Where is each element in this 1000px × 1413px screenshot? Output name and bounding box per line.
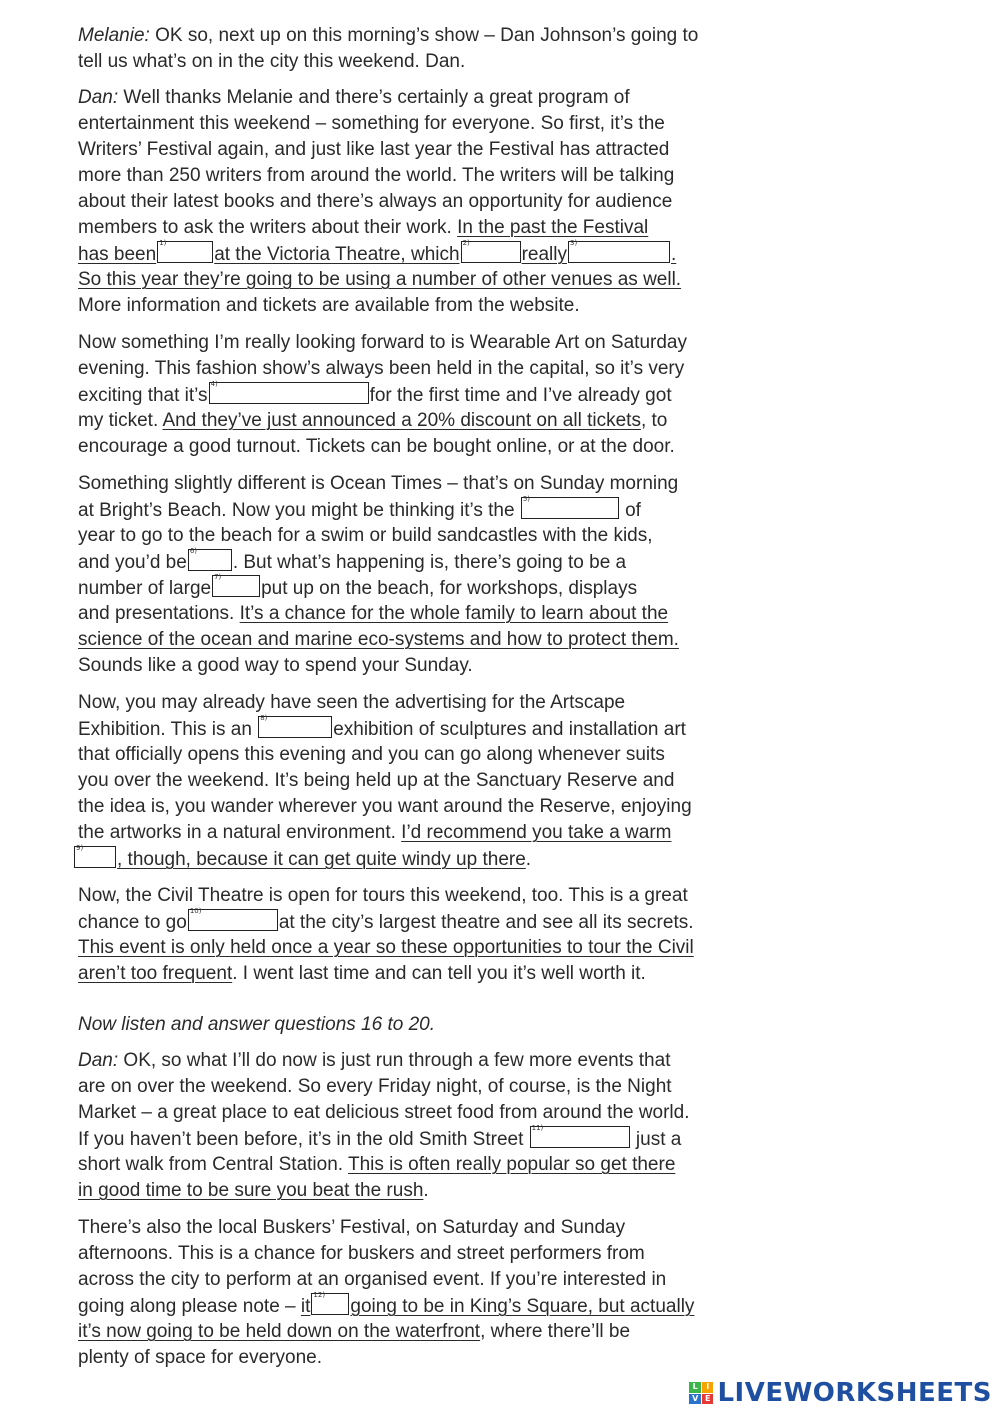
- paragraph-civil-theatre: [78, 883, 728, 987]
- answer-blank-1[interactable]: 1): [157, 241, 213, 263]
- text-line: tell us what’s on in the city this weekend. Dan.: [78, 51, 466, 72]
- text-line: the artworks in a natural environment. I’d recommend you take a warm: [78, 822, 672, 843]
- text-line: Market – a great place to eat delicious street food from around the world.: [78, 1102, 690, 1123]
- text-line: Now something I’m really looking forward to is Wearable Art on Saturday: [78, 332, 687, 353]
- text-line: Sounds like a good way to spend your Sunday.: [78, 655, 473, 676]
- answer-blank-2[interactable]: 2): [461, 241, 521, 263]
- text-line: More information and tickets are available from the website.: [78, 295, 580, 316]
- text-line: Now, you may already have seen the advertising for the Artscape: [78, 692, 626, 713]
- text-line: about their latest books and there’s always an opportunity for audience: [78, 191, 673, 212]
- text-line: entertainment this weekend – something for everyone. So first, it’s the: [78, 113, 665, 134]
- text-line: it’s now going to be held down on the waterfront, where there’ll be: [78, 1321, 631, 1342]
- speaker-label: Dan:: [78, 87, 119, 108]
- paragraph-melanie-intro: [78, 23, 728, 75]
- text-line: going along please note – it 12) going to be in King’s Square, but actually: [78, 1291, 695, 1317]
- text-line: in good time to be sure you beat the rush.: [78, 1180, 429, 1201]
- logo-text: LIVEWORKSHEETS: [717, 1378, 992, 1408]
- text-line: If you haven’t been before, it’s in the old Smith Street 11) just a: [78, 1124, 682, 1150]
- text-line: evening. This fashion show’s always been held in the capital, so it’s very: [78, 358, 685, 379]
- liveworksheets-logo: [689, 1379, 992, 1407]
- answer-blank-9[interactable]: 9): [74, 846, 116, 868]
- text-line: short walk from Central Station. This is often really popular so get there: [78, 1154, 676, 1175]
- text-line: that officially opens this evening and you can go along whenever suits: [78, 744, 665, 765]
- text-line: Writers’ Festival again, and just like last year the Festival has attracted: [78, 139, 670, 160]
- speaker-label: Dan:: [78, 1050, 119, 1071]
- answer-blank-10[interactable]: 10): [188, 909, 278, 931]
- answer-blank-5[interactable]: 5): [521, 497, 619, 519]
- text-line: my ticket. And they’ve just announced a 20% discount on all tickets, to: [78, 410, 668, 431]
- text-line: afternoons. This is a chance for buskers and street performers from: [78, 1243, 645, 1264]
- text-line: and you’d be 6) . But what’s happening is, there’s going to be a: [78, 547, 627, 573]
- text-line: encourage a good turnout. Tickets can be bought online, or at the door.: [78, 436, 675, 457]
- text-line: There’s also the local Buskers’ Festival, on Saturday and Sunday: [78, 1217, 626, 1238]
- text-line: exciting that it’s 4) for the first time and I’ve already got: [78, 380, 672, 406]
- paragraph-night-market: [78, 1048, 728, 1204]
- paragraph-wearable-art: [78, 330, 728, 460]
- text-line: chance to go 10) at the city’s largest theatre and see all its secrets.: [78, 907, 694, 933]
- paragraph-artscape: [78, 690, 728, 872]
- paragraph-writers-festival: [78, 85, 728, 319]
- answer-blank-11[interactable]: 11): [530, 1126, 630, 1148]
- text-line: you over the weekend. It’s being held up at the Sanctuary Reserve and: [78, 770, 675, 791]
- logo-mark-icon: L I V E: [689, 1382, 713, 1404]
- text-line: aren’t too frequent. I went last time and can tell you it’s well worth it.: [78, 963, 646, 984]
- answer-blank-4[interactable]: 4): [209, 382, 369, 404]
- text-line: plenty of space for everyone.: [78, 1347, 322, 1368]
- text-line: members to ask the writers about their work. In the past the Festival: [78, 217, 649, 238]
- text-line: are on over the weekend. So every Friday night, of course, is the Night: [78, 1076, 672, 1097]
- text-line: the idea is, you wander wherever you want around the Reserve, enjoying: [78, 796, 692, 817]
- text-line: year to go to the beach for a swim or build sandcastles with the kids,: [78, 525, 653, 546]
- text-line: science of the ocean and marine eco-systems and how to protect them.: [78, 629, 679, 650]
- answer-blank-6[interactable]: 6): [188, 549, 232, 571]
- text-line: Something slightly different is Ocean Times – that’s on Sunday morning: [78, 473, 679, 494]
- instruction-text: Now listen and answer questions 16 to 20.: [78, 1014, 435, 1035]
- text-line: Dan: OK, so what I’ll do now is just run through a few more events that: [78, 1050, 671, 1071]
- text-line: This event is only held once a year so these opportunities to tour the Civil: [78, 937, 694, 958]
- text-line: 9) , though, because it can get quite windy up there.: [76, 844, 532, 870]
- text-line: number of large 7) put up on the beach, for workshops, displays: [78, 573, 638, 599]
- text-line: Exhibition. This is an 8) exhibition of sculptures and installation art: [78, 714, 686, 740]
- text-line: Now, the Civil Theatre is open for tours this weekend, too. This is a great: [78, 885, 688, 906]
- text-line: Melanie: OK so, next up on this morning’s show – Dan Johnson’s going to: [78, 25, 699, 46]
- speaker-label: Melanie:: [78, 25, 150, 46]
- paragraph-buskers-festival: [78, 1215, 728, 1371]
- text-line: and presentations. It’s a chance for the whole family to learn about the: [78, 603, 669, 624]
- text-line: at Bright’s Beach. Now you might be thinking it’s the 5) of: [78, 495, 641, 521]
- answer-blank-8[interactable]: 8): [258, 716, 332, 738]
- text-line: So this year they’re going to be using a number of other venues as well.: [78, 269, 682, 290]
- answer-blank-3[interactable]: 3): [568, 241, 670, 263]
- text-line: has been 1) at the Victoria Theatre, which 2) really 3) .: [78, 239, 677, 265]
- paragraph-ocean-times: [78, 471, 728, 679]
- answer-blank-12[interactable]: 12): [311, 1293, 349, 1315]
- text-line: across the city to perform at an organised event. If you’re interested in: [78, 1269, 667, 1290]
- text-line: more than 250 writers from around the world. The writers will be talking: [78, 165, 675, 186]
- answer-blank-7[interactable]: 7): [212, 575, 260, 597]
- text-line: Dan: Well thanks Melanie and there’s certainly a great program of: [78, 87, 630, 108]
